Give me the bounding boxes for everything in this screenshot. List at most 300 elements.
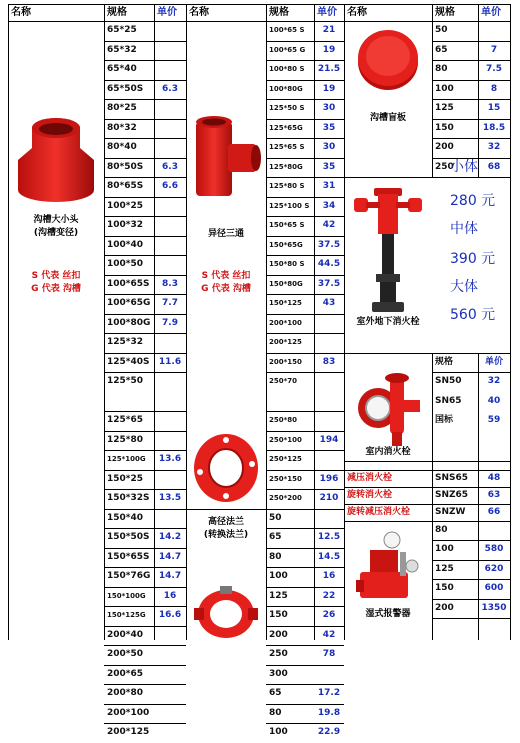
- price-cell: [154, 392, 186, 412]
- grid-line: [104, 177, 186, 178]
- table-row: [104, 99, 186, 119]
- table-row: [266, 80, 344, 100]
- table-row: [104, 158, 186, 178]
- spec-cell: SN65: [435, 395, 462, 406]
- price-cell: [154, 645, 186, 665]
- underground-hydrant-name: 室外地下消火栓: [356, 317, 420, 327]
- spec-cell: 150*65S: [107, 551, 150, 562]
- grid-line: [432, 540, 510, 541]
- grid-line: [510, 4, 511, 640]
- grid-line: [104, 197, 186, 198]
- table-row: [104, 294, 186, 314]
- flange-adapter-image: [190, 428, 262, 508]
- price-cell: 7.7: [162, 298, 178, 308]
- spec-cell: 150: [269, 610, 288, 620]
- flange-name: 高径法兰 (转换法兰): [203, 517, 249, 540]
- table-row: [266, 255, 344, 275]
- spec-cell: 100*80G: [269, 84, 303, 93]
- spec-cell: 65*25: [107, 25, 137, 35]
- table-row: [266, 21, 344, 41]
- price-cell: 35: [322, 122, 336, 133]
- spec-cell: 200*125: [269, 338, 302, 346]
- price-cell: 31: [322, 181, 336, 191]
- spec-cell: 65*32: [107, 44, 137, 55]
- spec-cell: 125*65 S: [269, 143, 305, 151]
- reducer-coupling-image: [14, 114, 98, 204]
- table-row: [266, 567, 344, 587]
- table-row: [266, 353, 344, 373]
- table-row: [266, 236, 344, 256]
- spec-cell: 100: [435, 83, 454, 94]
- table-row: [266, 275, 344, 295]
- underground-hydrant-image: [350, 184, 426, 320]
- header-name: 名称: [189, 7, 209, 18]
- table-row: [266, 645, 344, 665]
- spec-cell: 200*80: [107, 688, 144, 698]
- grid-line: [266, 333, 344, 334]
- grid-line: [266, 4, 267, 640]
- price-cell: 19: [322, 83, 336, 94]
- price-cell: [314, 392, 344, 412]
- spec-cell: [104, 392, 154, 412]
- wet-alarm-valve-name: 湿式报警器: [365, 609, 411, 619]
- table-row: [266, 431, 344, 451]
- grid-line: [266, 41, 344, 42]
- spec-cell: 125*80 S: [269, 182, 305, 190]
- price-cell: 1350: [481, 602, 507, 613]
- spec-cell: 150*25: [107, 473, 144, 484]
- price-cell: 6.3: [162, 83, 178, 94]
- price-cell: 22.9: [317, 727, 341, 737]
- grid-line: [104, 587, 186, 588]
- header-name: 名称: [11, 7, 31, 18]
- table-row: [266, 158, 344, 178]
- table-row: [104, 216, 186, 236]
- spec-cell: 80: [435, 524, 448, 535]
- size-mid-price: 390 元: [450, 251, 496, 267]
- price-cell: [154, 119, 186, 139]
- table-row: [104, 21, 186, 41]
- grid-line: [104, 353, 186, 354]
- size-large-price: 560 元: [450, 307, 496, 323]
- table-row: [104, 548, 186, 568]
- price-cell: [154, 470, 186, 490]
- grid-line: [266, 528, 344, 529]
- table-row: [104, 392, 186, 412]
- grid-line: [432, 99, 510, 100]
- blind-cap-name: 沟槽盲板: [369, 113, 406, 123]
- price-cell: 16: [322, 571, 336, 581]
- spec-cell: 250*125: [269, 455, 302, 463]
- price-cell: [154, 197, 186, 217]
- table-row: [104, 119, 186, 139]
- grid-line: [266, 626, 344, 627]
- price-cell: 16.6: [158, 610, 182, 620]
- spec-cell: 150: [435, 583, 454, 593]
- price-cell: [314, 411, 344, 431]
- grid-line: [266, 431, 344, 432]
- spec-cell: 100*25: [107, 200, 144, 211]
- price-cell: 210: [319, 493, 339, 503]
- spec-cell: 125: [435, 563, 454, 574]
- grid-line: [432, 579, 510, 580]
- grid-line: [104, 684, 186, 685]
- price-cell: 600: [484, 583, 504, 593]
- grid-line: [432, 138, 510, 139]
- table-row: [266, 60, 344, 80]
- grid-line: [266, 470, 344, 471]
- price-cell: 8.3: [162, 278, 178, 289]
- grid-line: [266, 294, 344, 295]
- price-cell: 37.5: [317, 239, 341, 250]
- header-name: 名称: [347, 7, 367, 18]
- table-row: [432, 21, 510, 41]
- table-row: [104, 665, 186, 685]
- table-row: [266, 138, 344, 158]
- price-cell: [154, 216, 186, 236]
- table-row: [344, 504, 510, 521]
- table-row: [104, 275, 186, 295]
- table-row: [104, 255, 186, 275]
- grid-line: [266, 275, 344, 276]
- table-row: [432, 80, 510, 100]
- table-row: [266, 119, 344, 139]
- spec-cell: 100: [269, 571, 288, 581]
- spec-cell: 80*32: [107, 122, 137, 133]
- table-row: [104, 704, 186, 724]
- fitting-table-reducer: [8, 4, 186, 737]
- grid-line: [104, 704, 186, 705]
- table-row: [266, 606, 344, 626]
- spec-cell: 125: [269, 590, 288, 601]
- spec-cell: 150*100G: [107, 591, 146, 600]
- spec-cell: SNZW: [435, 506, 466, 517]
- price-cell: 17.2: [317, 688, 341, 698]
- table-row: [104, 645, 186, 665]
- price-cell: [154, 333, 186, 353]
- grid-line: [104, 723, 186, 724]
- table-row: [104, 314, 186, 334]
- table-row: [432, 411, 510, 431]
- header-price: 单价: [481, 7, 501, 18]
- spec-cell: 100*65G: [107, 298, 151, 308]
- price-cell: [154, 509, 186, 529]
- price-cell: 34: [322, 200, 336, 211]
- table-row: [432, 99, 510, 119]
- price-cell: 22: [322, 590, 336, 601]
- groove-coupling-image: [194, 584, 258, 640]
- table-row: [266, 411, 344, 431]
- grid-line: [104, 431, 186, 432]
- table-row: [432, 41, 510, 61]
- table-row: [104, 567, 186, 587]
- price-cell: [314, 372, 344, 392]
- spec-cell: 300: [269, 668, 288, 679]
- grid-line: [478, 4, 479, 177]
- valve-header-price: 单价: [484, 356, 503, 367]
- spec-cell: 100*40: [107, 239, 144, 250]
- table-row: [344, 470, 510, 487]
- price-cell: 19.8: [317, 707, 341, 718]
- price-cell: 42: [322, 629, 336, 640]
- grid-line: [344, 521, 510, 522]
- grid-line: [266, 99, 344, 100]
- price-cell: [154, 21, 186, 41]
- grid-line: [432, 372, 510, 373]
- table-header: [186, 4, 344, 21]
- table-row: [266, 587, 344, 607]
- price-cell: [154, 411, 186, 431]
- product-name-cell: 旋转减压消火栓: [347, 506, 411, 517]
- grid-line: [432, 60, 510, 61]
- grid-line: [432, 353, 433, 641]
- grid-line: [266, 177, 344, 178]
- grid-line: [266, 606, 344, 607]
- grid-line: [104, 216, 186, 217]
- price-cell: 66: [487, 506, 501, 517]
- spec-cell: 125*40S: [107, 356, 150, 367]
- spec-cell: SN50: [435, 376, 462, 386]
- grid-line: [104, 489, 186, 490]
- table-row: [104, 372, 186, 392]
- grid-line: [266, 587, 344, 588]
- table-row: [266, 665, 344, 685]
- grid-line: [266, 450, 344, 451]
- grid-line: [344, 177, 510, 178]
- grid-line: [104, 138, 186, 139]
- price-cell: 620: [484, 563, 504, 574]
- header-spec: 规格: [269, 7, 289, 18]
- grid-line: [104, 41, 186, 42]
- spec-cell: 65: [435, 44, 448, 55]
- price-cell: 14.5: [317, 551, 341, 562]
- price-cell: 8: [490, 83, 498, 94]
- spec-cell: 80: [435, 64, 448, 74]
- header-price: 单价: [157, 7, 177, 18]
- grid-line: [344, 4, 510, 5]
- price-cell: [154, 372, 186, 392]
- spec-cell: 50: [269, 512, 282, 523]
- spec-cell: 125: [435, 103, 454, 113]
- spec-cell: 250: [269, 649, 288, 659]
- grid-line: [432, 158, 510, 159]
- grid-line: [266, 216, 344, 217]
- price-cell: 48: [487, 472, 501, 483]
- grid-line: [478, 353, 479, 641]
- reducing-tee-image: [190, 114, 262, 200]
- price-cell: 43: [322, 298, 336, 308]
- spec-cell: 250*150: [269, 474, 302, 483]
- price-cell: 32: [487, 376, 501, 386]
- price-cell: 7.5: [486, 64, 502, 74]
- price-cell: 44.5: [317, 259, 341, 269]
- size-mid-label: 中体: [450, 221, 478, 237]
- product-name-cell: 旋转消火栓: [347, 489, 393, 500]
- grid-line: [104, 645, 186, 646]
- grid-line: [104, 158, 186, 159]
- spec-cell: 150*80G: [269, 279, 303, 288]
- spec-cell: 80*40: [107, 142, 137, 152]
- blind-cap-image: [356, 26, 420, 92]
- reducer-notes: S 代表 丝扣 G 代表 沟槽: [31, 271, 81, 294]
- spec-cell: 200*40: [107, 629, 144, 640]
- price-cell: [154, 138, 186, 158]
- price-cell: 63: [487, 489, 501, 500]
- price-cell: 26: [322, 610, 336, 620]
- price-cell: [154, 41, 186, 61]
- price-cell: 6.6: [162, 181, 178, 191]
- table-row: [266, 99, 344, 119]
- grid-line: [344, 353, 510, 354]
- tee-name: 异径三通: [207, 229, 244, 239]
- table-row: [104, 411, 186, 431]
- spec-cell: 125*32: [107, 337, 144, 347]
- table-row: [266, 528, 344, 548]
- price-cell: 11.6: [158, 356, 182, 367]
- spec-cell: 200: [435, 142, 454, 152]
- price-cell: 42: [322, 220, 336, 230]
- table-row: [104, 177, 186, 197]
- grid-line: [266, 372, 344, 373]
- fitting-table-tee: [186, 4, 344, 737]
- table-row: [104, 41, 186, 61]
- table-row: [104, 489, 186, 509]
- price-cell: [154, 255, 186, 275]
- spec-cell: 100: [269, 727, 288, 737]
- spec-cell: 125*65: [107, 415, 144, 425]
- spec-cell: 100*80 S: [269, 65, 305, 73]
- table-row: [432, 60, 510, 80]
- table-row: [432, 560, 510, 580]
- valve-header-spec: 规格: [435, 356, 454, 367]
- header-spec: 规格: [107, 7, 127, 18]
- price-cell: [154, 665, 186, 685]
- table-row: [266, 41, 344, 61]
- grid-line: [266, 236, 344, 237]
- table-row: [266, 723, 344, 743]
- grid-line: [344, 470, 510, 471]
- grid-line: [186, 21, 344, 22]
- price-cell: [154, 684, 186, 704]
- grid-line: [104, 372, 186, 373]
- price-cell: [154, 704, 186, 724]
- grid-line: [154, 4, 155, 640]
- price-cell: 32: [487, 142, 501, 152]
- spec-cell: 150*65G: [269, 240, 303, 249]
- table-row: [432, 138, 510, 158]
- spec-cell: 80: [269, 551, 282, 562]
- indoor-hydrant-image: [350, 372, 426, 450]
- price-cell: 68: [487, 161, 501, 172]
- spec-cell: 125*65G: [269, 123, 303, 132]
- grid-line: [104, 665, 186, 666]
- spec-cell: 150*32S: [107, 493, 150, 503]
- table-header: [344, 4, 510, 21]
- spec-cell: 80*65S: [107, 181, 144, 191]
- table-row: [432, 599, 510, 619]
- grid-line: [104, 509, 186, 510]
- grid-line: [104, 450, 186, 451]
- table-row: [266, 314, 344, 334]
- price-cell: [314, 665, 344, 685]
- price-cell: 6.3: [162, 161, 178, 172]
- grid-line: [266, 567, 344, 568]
- grid-line: [432, 119, 510, 120]
- table-row: [266, 372, 344, 392]
- table-row: [104, 450, 186, 470]
- price-cell: [154, 626, 186, 646]
- grid-line: [266, 684, 344, 685]
- grid-line: [432, 80, 510, 81]
- grid-line: [266, 723, 344, 724]
- price-cell: 7.9: [162, 317, 178, 328]
- price-cell: 18.5: [482, 122, 506, 133]
- grid-line: [104, 4, 105, 640]
- table-row: [266, 684, 344, 704]
- grid-line: [104, 411, 186, 412]
- grid-line: [104, 548, 186, 549]
- spec-cell: 50: [435, 25, 448, 35]
- spec-cell: 125*80: [107, 434, 144, 445]
- price-cell: 14.7: [158, 551, 182, 562]
- grid-line: [104, 314, 186, 315]
- spec-cell: 100*65 S: [269, 26, 305, 34]
- grid-line: [344, 461, 510, 462]
- table-row: [104, 236, 186, 256]
- table-row: [432, 392, 510, 412]
- price-cell: 40: [487, 395, 501, 406]
- spec-cell: 100*32: [107, 220, 144, 230]
- spec-cell: 125*50: [107, 376, 144, 386]
- product-name-cell: 减压消火栓: [347, 472, 393, 483]
- table-row: [104, 353, 186, 373]
- table-row: [266, 197, 344, 217]
- spec-cell: 65*50S: [107, 83, 144, 94]
- grid-line: [104, 60, 186, 61]
- grid-line: [432, 599, 510, 600]
- grid-line: [432, 560, 510, 561]
- grid-line: [266, 645, 344, 646]
- spec-cell: 150*50S: [107, 532, 150, 542]
- price-cell: 59: [487, 415, 501, 425]
- price-cell: 21.5: [317, 64, 341, 74]
- spec-cell: 80*25: [107, 103, 137, 113]
- table-row: [432, 119, 510, 139]
- table-row: [432, 579, 510, 599]
- price-cell: 12.5: [317, 532, 341, 542]
- table-row: [104, 197, 186, 217]
- price-cell: 15: [487, 103, 501, 113]
- table-row: [104, 528, 186, 548]
- spec-cell: 65: [269, 532, 282, 542]
- price-cell: [314, 333, 344, 353]
- price-cell: [154, 236, 186, 256]
- price-cell: [154, 60, 186, 80]
- grid-line: [8, 4, 9, 640]
- grid-line: [266, 489, 344, 490]
- table-row: [104, 606, 186, 626]
- grid-line: [104, 275, 186, 276]
- price-cell: 78: [322, 649, 336, 659]
- grid-line: [266, 411, 344, 412]
- fitting-table-hydrant: [344, 4, 510, 640]
- table-row: [104, 333, 186, 353]
- spec-cell: 250*100: [269, 435, 302, 444]
- spec-cell: 100*80G: [107, 317, 151, 328]
- spec-cell: 250*200: [269, 494, 302, 502]
- grid-line: [104, 80, 186, 81]
- price-cell: 14.7: [158, 571, 182, 581]
